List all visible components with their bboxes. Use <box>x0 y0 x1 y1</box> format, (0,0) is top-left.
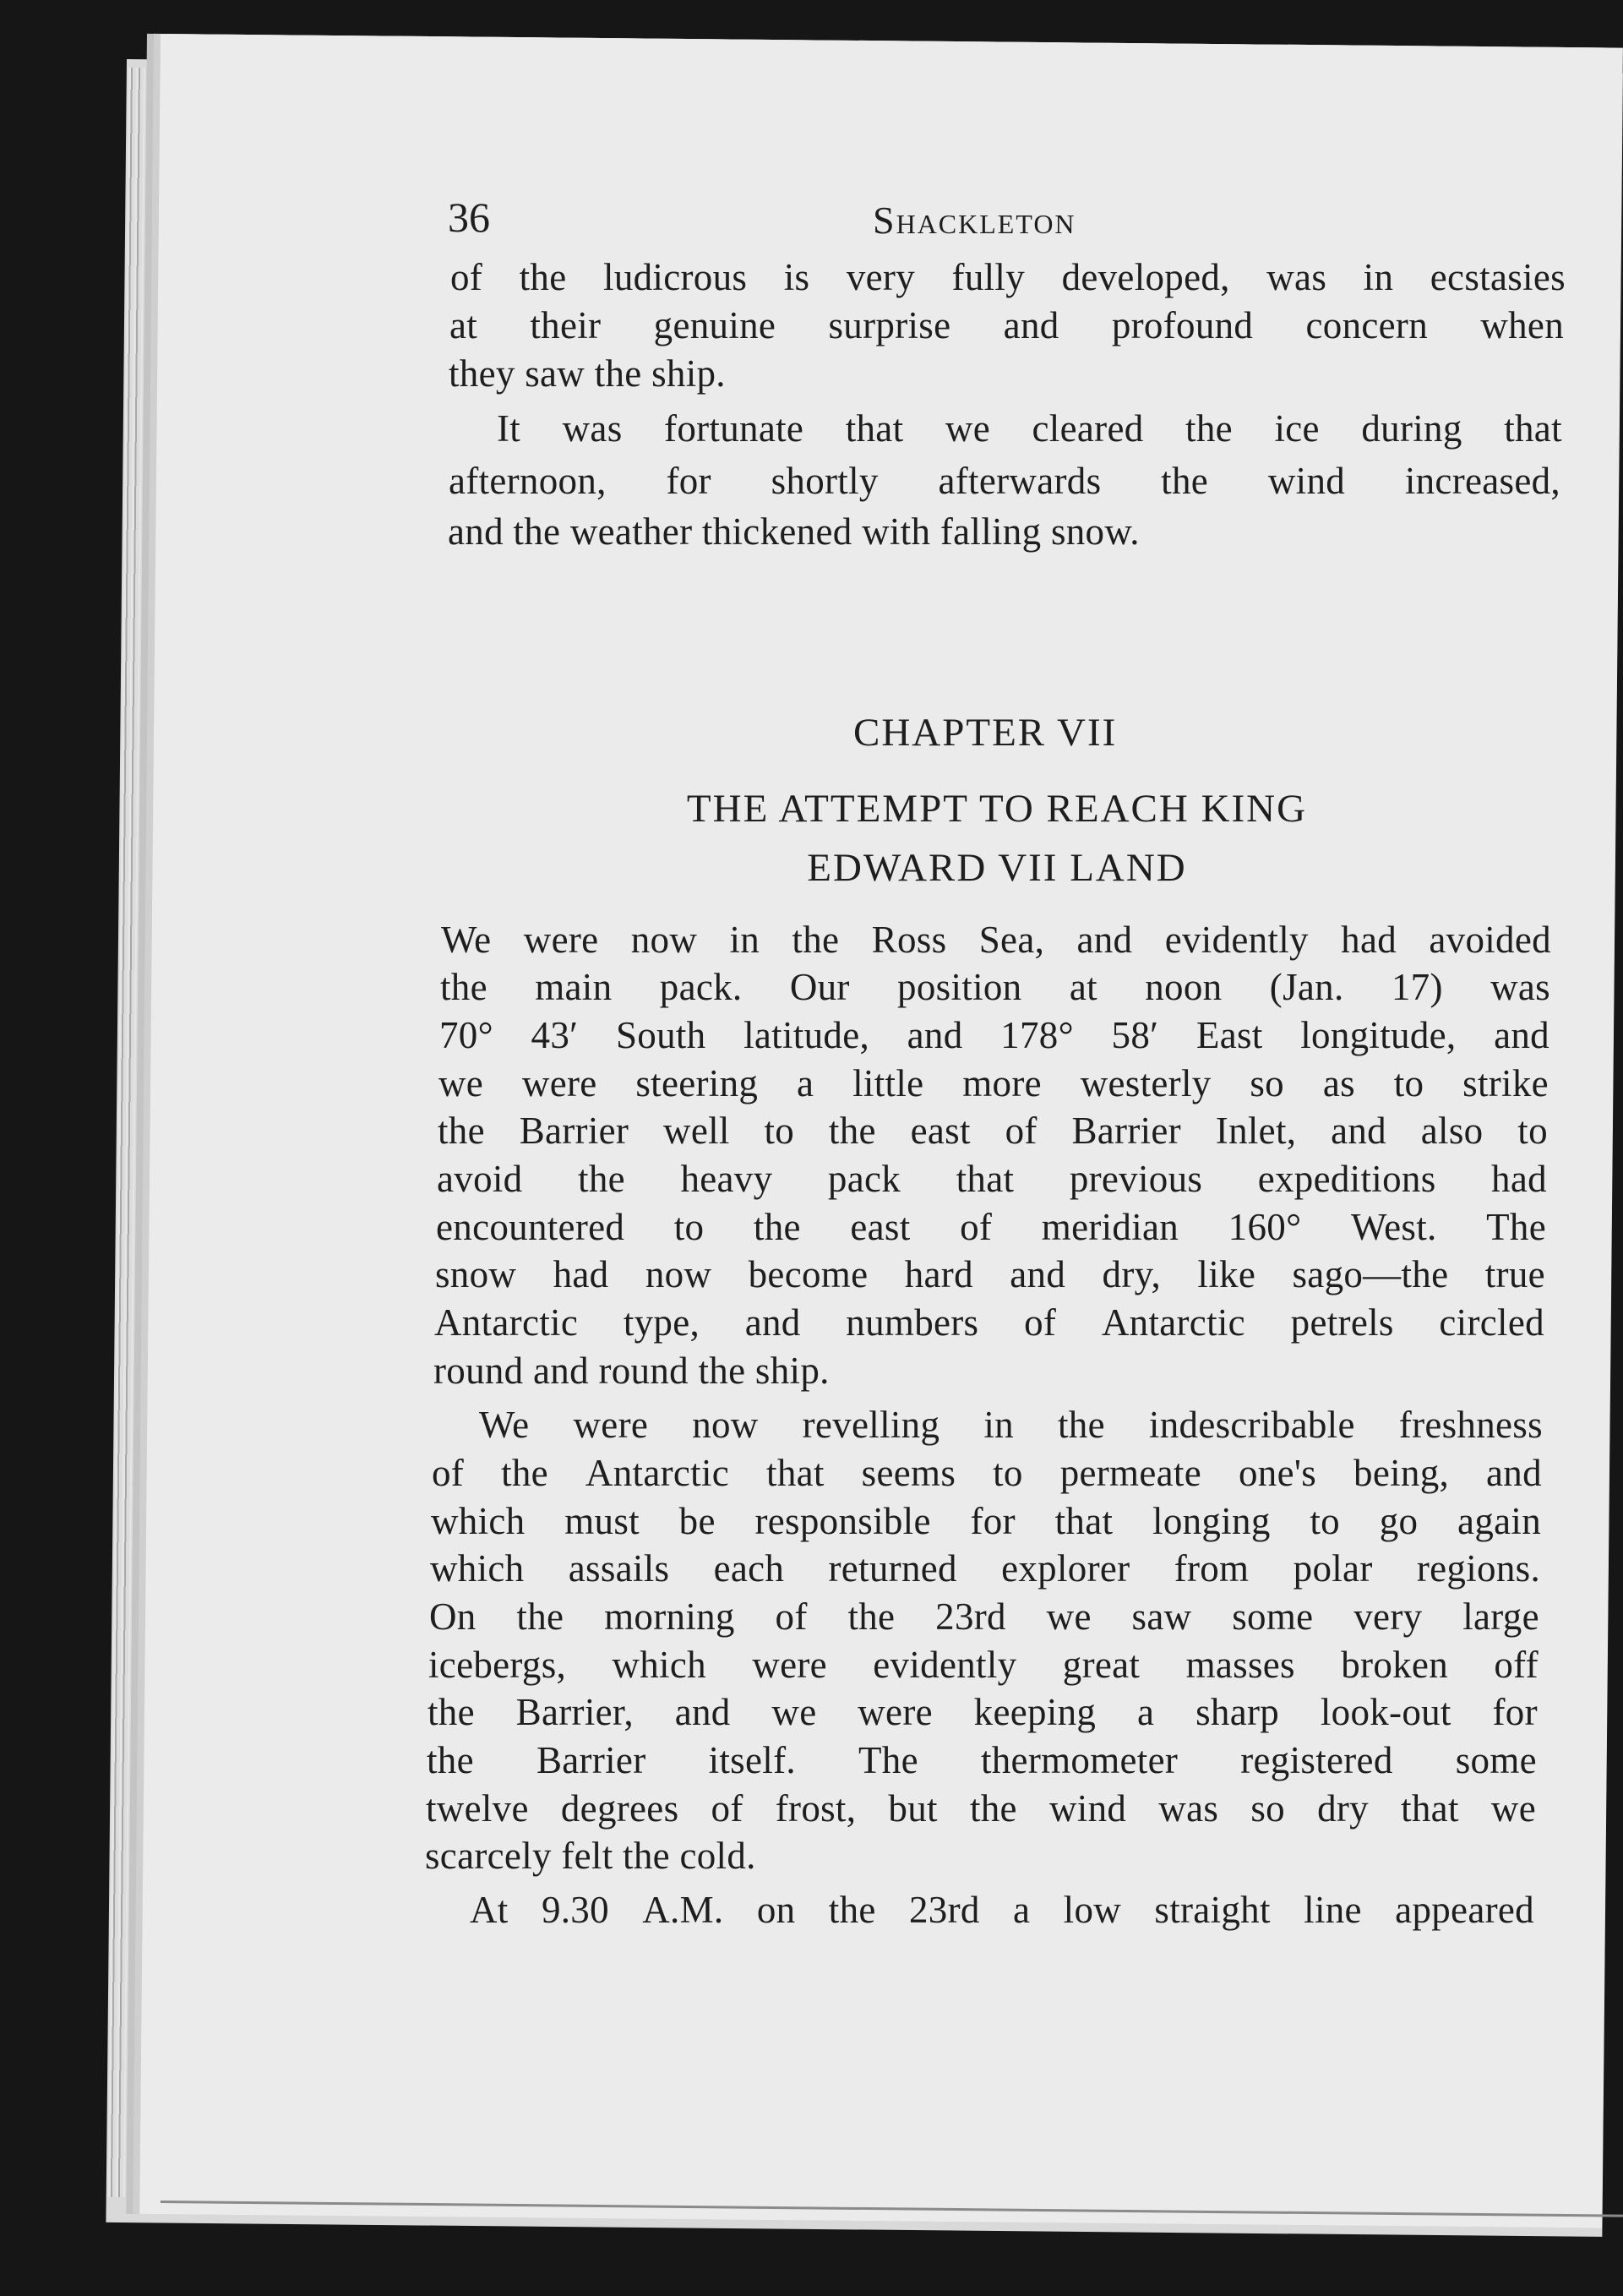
body-line: avoid the heavy pack that previous expeditions had <box>437 1158 1547 1200</box>
body-line: the Barrier well to the east of Barrier Inlet, and also to <box>438 1110 1548 1152</box>
body-line: On the morning of the 23rd we saw some very large <box>429 1595 1539 1638</box>
body-line: encountered to the east of meridian 160° West. The <box>436 1206 1546 1248</box>
body-line: scarcely felt the cold. <box>425 1835 756 1877</box>
continuation-line: afternoon, for shortly afterwards the wind increased, <box>449 460 1560 502</box>
chapter-title-line-1: THE ATTEMPT TO REACH KING <box>686 787 1308 831</box>
body-line: the Barrier itself. The thermometer registered some <box>427 1739 1537 1781</box>
body-line: we were steering a little more westerly so as to strike <box>438 1062 1549 1104</box>
page-number: 36 <box>448 194 490 241</box>
body-line: We were now in the Ross Sea, and evidently had avoided <box>441 919 1551 961</box>
body-line: which assails each returned explorer from polar regions. <box>430 1547 1540 1590</box>
body-line: 70° 43′ South latitude, and 178° 58′ East longitude, and <box>439 1014 1549 1056</box>
body-line: the Barrier, and we were keeping a sharp look-out for <box>428 1691 1538 1733</box>
continuation-line: at their genuine surprise and profound concern when <box>449 304 1564 346</box>
body-line: icebergs, which were evidently great masses broken off <box>428 1644 1539 1686</box>
continuation-line: and the weather thickened with falling snow. <box>448 510 1140 553</box>
chapter-title-line-2: EDWARD VII LAND <box>807 846 1187 890</box>
running-title: Shackleton <box>873 199 1076 242</box>
body-line: Antarctic type, and numbers of Antarctic petrels circled <box>434 1301 1544 1344</box>
body-line: snow had now become hard and dry, like sago—the true <box>435 1253 1545 1295</box>
body-line: the main pack. Our position at noon (Jan. 17) was <box>440 966 1550 1008</box>
body-line: which must be responsible for that longing to go again <box>431 1500 1541 1542</box>
body-line: At 9.30 A.M. on the 23rd a low straight line appeared <box>470 1889 1534 1931</box>
body-line: We were now revelling in the indescribable freshness <box>479 1404 1543 1446</box>
continuation-line: of the ludicrous is very fully developed, was in ecstasies <box>450 256 1566 298</box>
continuation-line: It was fortunate that we cleared the ice during that <box>497 407 1562 450</box>
body-line: twelve degrees of frost, but the wind was so dry that we <box>426 1787 1536 1830</box>
page-header <box>448 193 1141 243</box>
continuation-line: they saw the ship. <box>449 352 726 395</box>
chapter-number: CHAPTER VII <box>853 711 1118 755</box>
body-line: round and round the ship. <box>433 1350 830 1392</box>
body-line: of the Antarctic that seems to permeate one's being, and <box>432 1452 1542 1494</box>
